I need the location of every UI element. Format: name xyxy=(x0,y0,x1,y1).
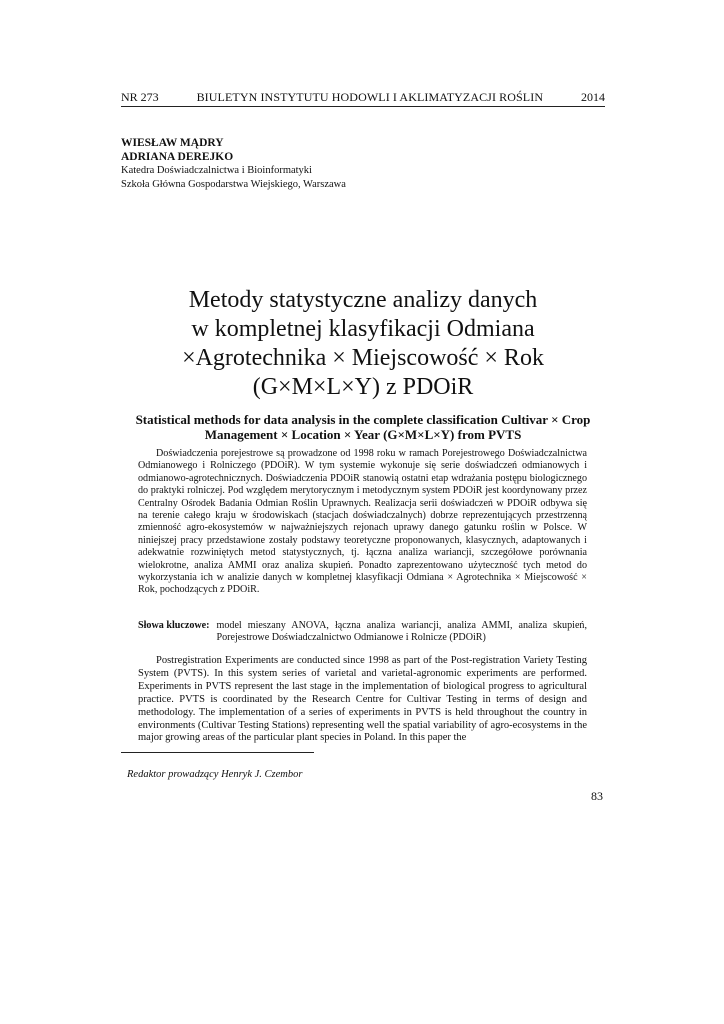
abstract-polish xyxy=(138,448,587,597)
title-polish-line: (G×M×L×Y) z PDOiR xyxy=(252,374,474,400)
affiliation-department: Katedra Doświadczalnictwa i Bioinformatyki xyxy=(121,165,312,176)
title-polish-line: Metody statystyczne analizy danych xyxy=(188,287,538,313)
title-polish-line: ×Agrotechnika × Miejscowość × Rok xyxy=(182,345,544,371)
title-english-line: Management × Location × Year (G×M×L×Y) from PVTS xyxy=(204,427,522,442)
author-block xyxy=(121,136,521,192)
summary-english xyxy=(138,655,587,745)
abstract-paragraph: Doświadczenia porejestrowe są prowadzone od 1998 roku w ramach Porejestrowego Doświadczalnictwa Odmianowego i Rolniczego (PDOiR). W tym systemie wykonuje się serie doświadczeń odmianowych i odmianowo-agrotechnicznych. Doświadczenia PDOiR stanowią ostatni etap wdrażania postępu biologicznego do praktyki rolniczej. Pod względem merytorycznym i metodycznym system PDOiR jest koordynowany przez Centralny Ośrodek Badania Odmian Roślin Uprawnych. Realizacja serii doświadczeń w PDOiR odbywa się na terenie całego kraju w środowiskach (stacjach doświadczalnych) dobrze reprezentujących przestrzenną zmienność agro-ekosystemów w najważniejszych rejonach uprawy danego gatunku roślin w Polsce. W niniejszej pracy przedstawione zostały podstawy teoretyczne proponowanych, klasycznych, adaptowanych i adekwatnie rozwiniętych metod statystycznych, tj. łączna analiza wariancji, szczegółowe porównania wielokrotne, analiza AMMI oraz analiza skupień. Ponadto zaprezentowano użyteczność tych metod do wykorzystania ich w analizie danych w kompletnej klasyfikacji Odmiana × Agrotechnika × Miejscowość × Rok, pochodzących z PDOiR. xyxy=(138,448,587,596)
author-name: ADRIANA DEREJKO xyxy=(121,151,234,163)
affiliation-institution: Szkoła Główna Gospodarstwa Wiejskiego, Warszawa xyxy=(121,179,346,190)
editor-footnote: Redaktor prowadzący Henryk J. Czembor xyxy=(127,769,303,780)
footnote-divider xyxy=(121,752,314,753)
title-english-line: Statistical methods for data analysis in the complete classification Cultivar × Crop xyxy=(135,412,591,427)
journal-name: BIULETYN INSTYTUTU HODOWLI I AKLIMATYZACJI ROŚLIN xyxy=(196,90,544,104)
keywords-block xyxy=(138,620,587,645)
page-number: 83 xyxy=(591,789,603,803)
publication-year: 2014 xyxy=(581,90,605,104)
title-english xyxy=(118,412,608,442)
keywords-text: model mieszany ANOVA, łączna analiza wariancji, analiza AMMI, analiza skupień, Porejestrowe Doświadczalnictwo Odmianowe i Rolnicze (PDOiR) xyxy=(216,620,587,644)
summary-paragraph: Postregistration Experiments are conducted since 1998 as part of the Post-registration Variety Testing System (PVTS). In this system series of varietal and varietal-agronomic experiments are performed. Experiments in PVTS represent the last stage in the implementation of biological progress to agricultural practice. PVTS is coordinated by the Research Centre for Cultivar Testing in terms of design and methodology. The implementation of a series of experiments in PVTS is held throughout the country in environments (Cultivar Testing Stations) representing well the spatial variability of agro-ecosystems in the major growing areas of the particular plant species in Poland. In this paper the xyxy=(138,655,587,744)
author-name: WIESŁAW MĄDRY xyxy=(121,137,224,149)
keywords-label: Słowa kluczowe: xyxy=(138,620,210,631)
issue-number: NR 273 xyxy=(121,90,159,104)
title-polish xyxy=(121,286,605,402)
running-header xyxy=(121,89,605,107)
title-polish-line: w kompletnej klasyfikacji Odmiana xyxy=(191,316,535,342)
